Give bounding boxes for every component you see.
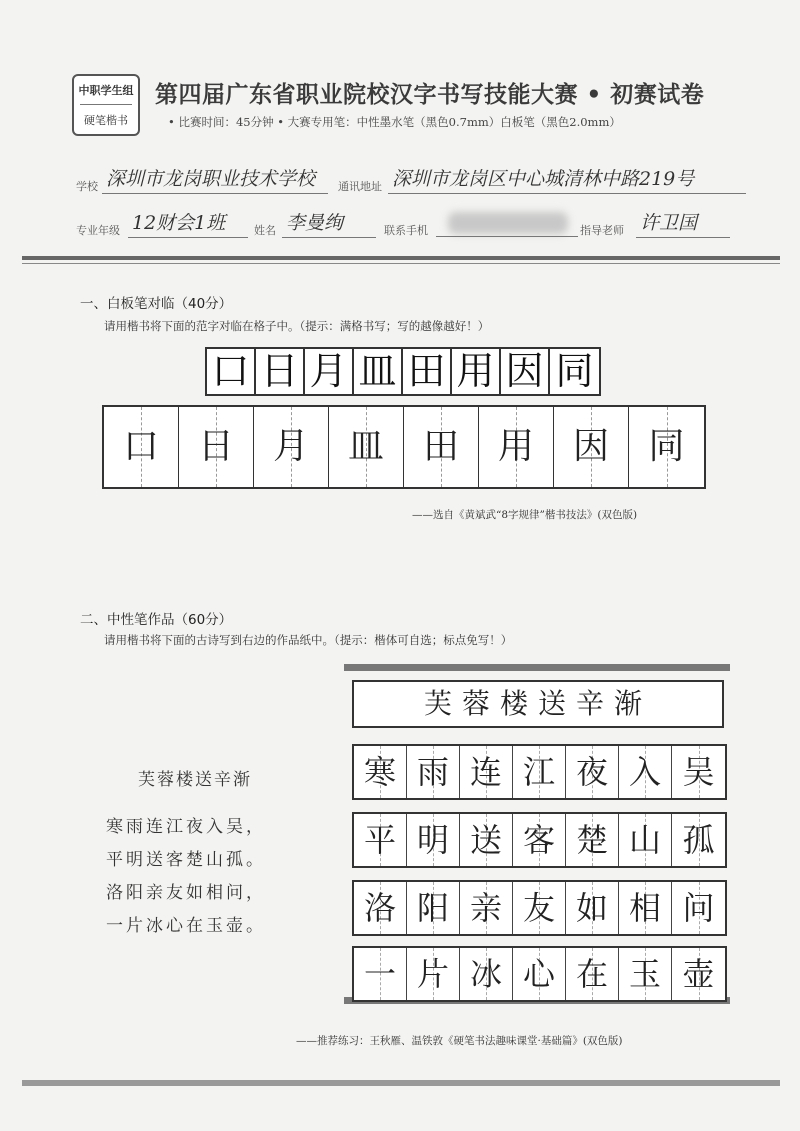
phone-value-redacted xyxy=(448,212,568,234)
work-char: 阳 xyxy=(416,889,449,927)
poem-line: 平明送客楚山孤。 xyxy=(106,850,266,870)
work-char: 相 xyxy=(628,889,661,927)
work-cell xyxy=(672,814,725,866)
practice-char: 日 xyxy=(197,426,234,467)
poem-line: 寒雨连江夜入吴， xyxy=(106,817,266,837)
work-char: 孤 xyxy=(682,821,715,859)
practice-grid-row xyxy=(102,405,706,489)
grade-value: 12财会1班 xyxy=(128,208,248,238)
work-cell xyxy=(407,882,460,934)
practice-cell xyxy=(254,407,329,487)
phone-label: 联系手机 xyxy=(384,224,428,237)
work-cell xyxy=(407,746,460,798)
work-char: 片 xyxy=(416,955,449,993)
work-cell xyxy=(672,746,725,798)
group-badge xyxy=(72,74,140,136)
practice-cell xyxy=(104,407,179,487)
work-cell xyxy=(354,948,407,1000)
model-char-cell: 口 xyxy=(207,349,256,394)
work-cell xyxy=(566,814,619,866)
work-char: 心 xyxy=(522,955,555,993)
work-char: 客 xyxy=(522,821,555,859)
practice-char: 月 xyxy=(272,426,309,467)
practice-cell xyxy=(554,407,629,487)
work-char: 亲 xyxy=(469,889,502,927)
practice-char: 口 xyxy=(122,426,159,467)
footer-divider xyxy=(22,1080,780,1086)
work-row xyxy=(352,744,727,800)
teacher-label: 指导老师 xyxy=(580,224,624,237)
work-cell xyxy=(619,882,672,934)
work-cell xyxy=(513,746,566,798)
model-char-cell: 田 xyxy=(403,349,452,394)
practice-cell xyxy=(329,407,404,487)
work-cell xyxy=(619,948,672,1000)
practice-cell xyxy=(179,407,254,487)
practice-cell xyxy=(479,407,554,487)
model-char-cell: 日 xyxy=(256,349,305,394)
contest-subtitle: • 比赛时间：45分钟 • 大赛专用笔：中性墨水笔（黑色0.7mm）白板笔（黑色2.0mm） xyxy=(168,115,621,129)
section2-title: 二、中性笔作品（60分） xyxy=(80,612,233,628)
practice-char: 田 xyxy=(422,426,459,467)
work-char: 吴 xyxy=(682,753,715,791)
model-char-cell: 同 xyxy=(555,349,594,393)
contest-title: 第四届广东省职业院校汉字书写技能大赛 • 初赛试卷 xyxy=(155,82,705,108)
work-char: 玉 xyxy=(628,955,661,993)
practice-char: 用 xyxy=(497,426,534,467)
work-cell xyxy=(460,882,513,934)
work-cell xyxy=(566,746,619,798)
work-cell xyxy=(460,746,513,798)
work-char: 问 xyxy=(682,889,715,927)
header-divider xyxy=(22,256,780,260)
work-char: 在 xyxy=(575,955,608,993)
poem-line: 洛阳亲友如相问， xyxy=(106,883,266,903)
work-char: 洛 xyxy=(363,889,396,927)
school-label: 学校 xyxy=(76,180,98,193)
work-row xyxy=(352,946,727,1002)
practice-char: 因 xyxy=(572,426,609,467)
work-cell xyxy=(513,948,566,1000)
work-cell xyxy=(354,746,407,798)
work-char: 友 xyxy=(522,889,555,927)
work-char: 送 xyxy=(469,821,502,859)
section1-title: 一、白板笔对临（40分） xyxy=(80,296,233,312)
work-char: 楚 xyxy=(575,821,608,859)
work-cell xyxy=(619,746,672,798)
work-cell xyxy=(672,948,725,1000)
practice-char: 皿 xyxy=(347,426,384,467)
work-row xyxy=(352,812,727,868)
badge-group-label: 中职学生组 xyxy=(78,84,134,97)
work-char: 一 xyxy=(363,955,396,993)
model-char-cell: 皿 xyxy=(354,349,403,394)
work-char: 平 xyxy=(363,821,396,859)
section1-hint: 请用楷书将下面的范字对临在格子中。（提示：满格书写；写的越像越好！） xyxy=(104,319,490,333)
work-char: 山 xyxy=(628,821,661,859)
poem-title: 芙蓉楼送辛渐 xyxy=(138,770,252,790)
model-char-cell: 月 xyxy=(305,349,354,394)
work-cell xyxy=(460,814,513,866)
work-cell xyxy=(354,882,407,934)
work-char: 壶 xyxy=(682,955,715,993)
address-label: 通讯地址 xyxy=(338,180,382,193)
model-char-cell: 因 xyxy=(501,349,550,394)
name-value: 李曼绚 xyxy=(282,208,376,238)
badge-category-label: 硬笔楷书 xyxy=(84,114,128,127)
work-cell xyxy=(566,882,619,934)
work-cell xyxy=(513,814,566,866)
badge-divider xyxy=(80,104,132,105)
work-row xyxy=(352,880,727,936)
work-cell xyxy=(566,948,619,1000)
work-char: 明 xyxy=(416,821,449,859)
work-cell xyxy=(354,814,407,866)
teacher-value: 许卫国 xyxy=(636,208,730,238)
work-cell xyxy=(672,882,725,934)
practice-cell xyxy=(629,407,704,487)
work-cell xyxy=(407,948,460,1000)
grade-label: 专业年级 xyxy=(76,224,120,237)
header-divider-thin xyxy=(22,263,780,264)
model-characters-row xyxy=(205,347,601,396)
recommend-source: ——推荐练习：王秋雁、温铁敦《硬笔书法趣味课堂·基础篇》(双色版) xyxy=(296,1035,623,1047)
work-char: 冰 xyxy=(469,955,502,993)
section1-source: ——选自《黄斌武“8字规律”楷书技法》(双色版) xyxy=(412,509,638,521)
work-char: 寒 xyxy=(363,753,396,791)
work-char: 如 xyxy=(575,889,608,927)
work-title: 芙蓉楼送辛渐 xyxy=(352,680,724,728)
work-cell xyxy=(619,814,672,866)
phone-underline xyxy=(436,236,578,237)
name-label: 姓名 xyxy=(254,224,276,237)
section2-hint: 请用楷书将下面的古诗写到右边的作品纸中。（提示：楷体可自选；标点免写！） xyxy=(104,633,513,647)
work-cell xyxy=(513,882,566,934)
work-char: 雨 xyxy=(416,753,449,791)
work-cell xyxy=(460,948,513,1000)
school-value: 深圳市龙岗职业技术学校 xyxy=(102,164,328,194)
work-char: 入 xyxy=(628,753,661,791)
work-char: 连 xyxy=(469,753,502,791)
model-char-cell: 用 xyxy=(452,349,501,394)
practice-cell xyxy=(404,407,479,487)
work-cell xyxy=(407,814,460,866)
address-value: 深圳市龙岗区中心城清林中路219号 xyxy=(388,164,746,194)
work-char: 江 xyxy=(522,753,555,791)
work-char: 夜 xyxy=(575,753,608,791)
practice-char: 同 xyxy=(648,426,685,467)
poem-line: 一片冰心在玉壶。 xyxy=(106,916,266,936)
